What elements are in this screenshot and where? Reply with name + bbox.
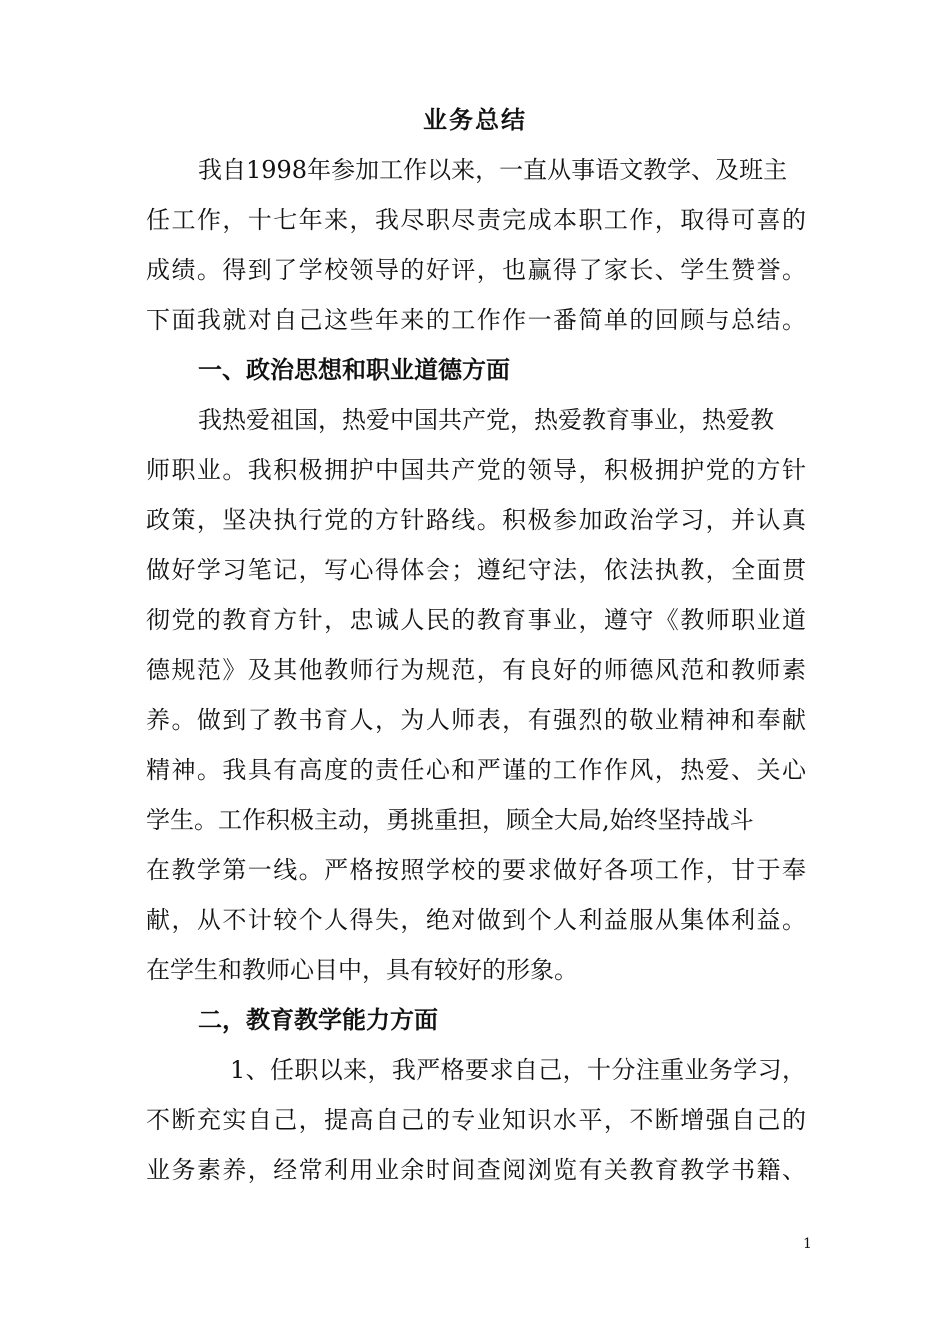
- paragraph-line: 在学生和教师心目中，具有较好的形象。: [146, 956, 578, 984]
- paragraph-line: 1、任职以来，我严格要求自己，十分注重业务学习，: [230, 1056, 806, 1084]
- paragraph-line: 在教学第一线。严格按照学校的要求做好各项工作，甘于奉: [146, 856, 806, 884]
- paragraph-line: 献，从不计较个人得失，绝对做到个人利益服从集体利益。: [146, 906, 806, 934]
- paragraph-line: 我自1998年参加工作以来，一直从事语文教学、及班主: [198, 156, 788, 184]
- document-title: 业务总结: [423, 105, 527, 134]
- paragraph-line: 德规范》及其他教师行为规范，有良好的师德风范和教师素: [146, 656, 806, 684]
- paragraph-line: 业务素养，经常利用业余时间查阅浏览有关教育教学书籍、: [146, 1156, 806, 1184]
- paragraph-line: 彻党的教育方针，忠诚人民的教育事业，遵守《教师职业道: [146, 606, 806, 634]
- paragraph-line: 下面我就对自己这些年来的工作作一番简单的回顾与总结。: [146, 306, 806, 334]
- paragraph-line: 学生。工作积极主动，勇挑重担，顾全大局,始终坚持战斗: [146, 806, 754, 834]
- paragraph-line: 养。做到了教书育人，为人师表，有强烈的敬业精神和奉献: [146, 706, 806, 734]
- paragraph-line: 政策，坚决执行党的方针路线。积极参加政治学习，并认真: [146, 506, 806, 534]
- paragraph-line: 师职业。我积极拥护中国共产党的领导，积极拥护党的方针: [146, 456, 806, 484]
- paragraph-line: 任工作，十七年来，我尽职尽责完成本职工作，取得可喜的: [146, 206, 806, 234]
- paragraph-line: 做好学习笔记，写心得体会；遵纪守法，依法执教，全面贯: [146, 556, 806, 584]
- section-heading: 一、政治思想和职业道德方面: [198, 355, 510, 384]
- paragraph-line: 精神。我具有高度的责任心和严谨的工作作风，热爱、关心: [146, 756, 806, 784]
- section-heading: 二，教育教学能力方面: [198, 1005, 438, 1034]
- paragraph-line: 不断充实自己，提高自己的专业知识水平，不断增强自己的: [146, 1106, 806, 1134]
- paragraph-line: 我热爱祖国，热爱中国共产党，热爱教育事业，热爱教: [198, 406, 774, 434]
- paragraph-line: 成绩。得到了学校领导的好评，也赢得了家长、学生赞誉。: [146, 256, 806, 284]
- page-number: 1: [803, 1236, 812, 1252]
